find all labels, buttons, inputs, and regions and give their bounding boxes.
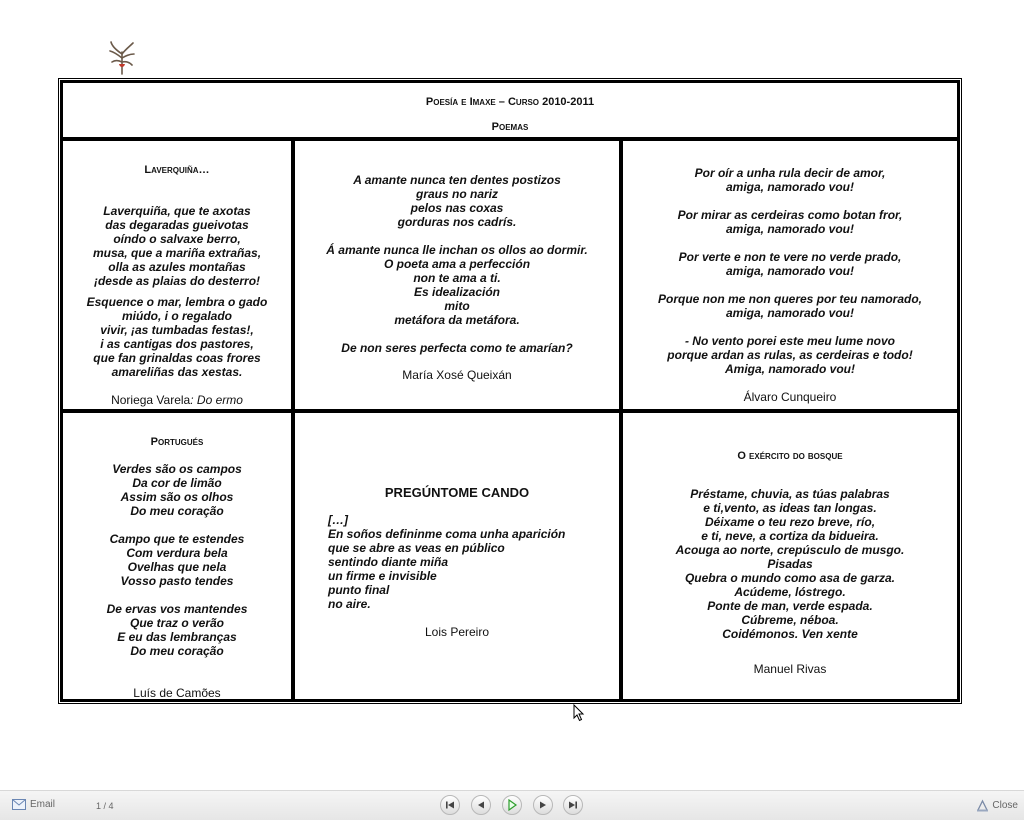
mouse-cursor-icon xyxy=(573,704,585,722)
poem-card-laverquina xyxy=(61,139,293,411)
poem-stanza: Porque non me non queres por teu namorado, amiga, namorado vou! xyxy=(657,292,923,320)
first-page-button[interactable] xyxy=(440,795,460,815)
poem-stanza: A amante nunca ten dentes postizos graus no nariz pelos nas coxas gorduras nos cadrís. xyxy=(353,173,561,229)
poem-stanza: Campo que te estendes Com verdura bela Ovelhas que nela Vosso pasto tendes xyxy=(109,532,245,588)
poem-stanza: Verdes são os campos Da cor de limão Assim são os olhos Do meu coração xyxy=(112,462,242,518)
play-icon xyxy=(506,799,518,811)
poem-card-amante xyxy=(293,139,621,411)
last-page-button[interactable] xyxy=(563,795,583,815)
email-button[interactable] xyxy=(12,799,55,810)
poem-title: PREGÚNTOME CANDO xyxy=(384,485,530,500)
poem-stanza: De non seres perfecta como te amarían? xyxy=(341,341,573,355)
next-page-icon xyxy=(538,800,548,810)
last-page-icon xyxy=(568,800,578,810)
next-page-button[interactable] xyxy=(533,795,553,815)
poem-stanza: Laverquiña, que te axotas das degaradas gueivotas oíndo o salvaxe berro, musa, que a mariña extrañas, olla as azules montañas ¡desde as plaias do desterro! xyxy=(92,204,262,288)
poem-card-rula xyxy=(621,139,959,411)
poem-stanza: Esquence o mar, lembra o gado miúdo, i o regalado vivir, ¡as tumbadas festas!, i as cantigas dos pastores, que fan grinaldas coas frores amareliñas das xestas. xyxy=(86,295,268,379)
poem-author: Noriega Varela: Do ermo xyxy=(111,393,243,407)
email-label: Email xyxy=(30,799,56,810)
close-button[interactable] xyxy=(976,799,1018,812)
sheet-header xyxy=(61,81,959,139)
poem-author: Álvaro Cunqueiro xyxy=(743,390,837,404)
poem-author: Manuel Rivas xyxy=(753,662,827,676)
poem-stanza: Préstame, chuvia, as túas palabras e ti,vento, as ideas tan longas. Déixame o teu rezo breve, río, e ti, neve, a cortiza da bidueira. Acouga ao norte, crepúsculo de musgo. Pisadas Quebra o mundo como asa de garza. Acúdeme, lóstrego. Ponte de man, verde espada. Cúbreme, néboa. Coidémonos. Ven xente xyxy=(675,487,905,641)
prev-page-button[interactable] xyxy=(471,795,491,815)
poem-author: Luís de Camões xyxy=(133,686,221,700)
feather-logo-icon xyxy=(106,40,138,76)
poem-stanza: Por verte e non te vere no verde prado, amiga, namorado vou! xyxy=(678,250,902,278)
prev-page-icon xyxy=(476,800,486,810)
poem-stanza: Por oír a unha rula decir de amor, amiga, namorado vou! xyxy=(694,166,886,194)
poem-sheet xyxy=(58,78,962,704)
poem-author: Lois Pereiro xyxy=(424,625,490,639)
close-label: Close xyxy=(992,800,1018,811)
play-button[interactable] xyxy=(502,795,522,815)
poem-stanza: Á amante nunca lle inchan os ollos ao dormir. O poeta ama a perfección non te ama a ti. Es idealización mito metáfora da metáfora. xyxy=(326,243,588,327)
poem-stanza: De ervas vos mantendes Que traz o verão E eu das lembranças Do meu coração xyxy=(106,602,248,658)
poem-card-preguntome xyxy=(293,411,621,701)
first-page-icon xyxy=(445,800,455,810)
poem-author: María Xosé Queixán xyxy=(402,368,512,382)
poem-stanza: Por mirar as cerdeiras como botan fror, amiga, namorado vou! xyxy=(677,208,903,236)
poem-stanza: - No vento porei este meu lume novo porque ardan as rulas, as cerdeiras e todo! Amiga, namorado vou! xyxy=(667,334,913,376)
poem-stanza: […] En soños defininme coma unha aparición que se abre as veas en público sentindo diante miña un firme e invisible punto final no aire. xyxy=(328,513,566,611)
viewer-toolbar xyxy=(0,790,1024,820)
poem-title: O exército do bosque xyxy=(737,450,843,462)
poem-title: Laverquiña… xyxy=(144,164,210,176)
sheet-title: Poesía e Imaxe – Curso 2010-2011 xyxy=(425,96,595,108)
email-icon xyxy=(12,799,26,810)
poem-title: Portugués xyxy=(150,436,204,448)
sheet-subtitle: Poemas xyxy=(491,121,529,133)
close-icon xyxy=(976,799,989,812)
poem-card-portugues xyxy=(61,411,293,701)
poem-card-exercito xyxy=(621,411,959,701)
page-indicator: 1 / 4 xyxy=(96,801,114,811)
